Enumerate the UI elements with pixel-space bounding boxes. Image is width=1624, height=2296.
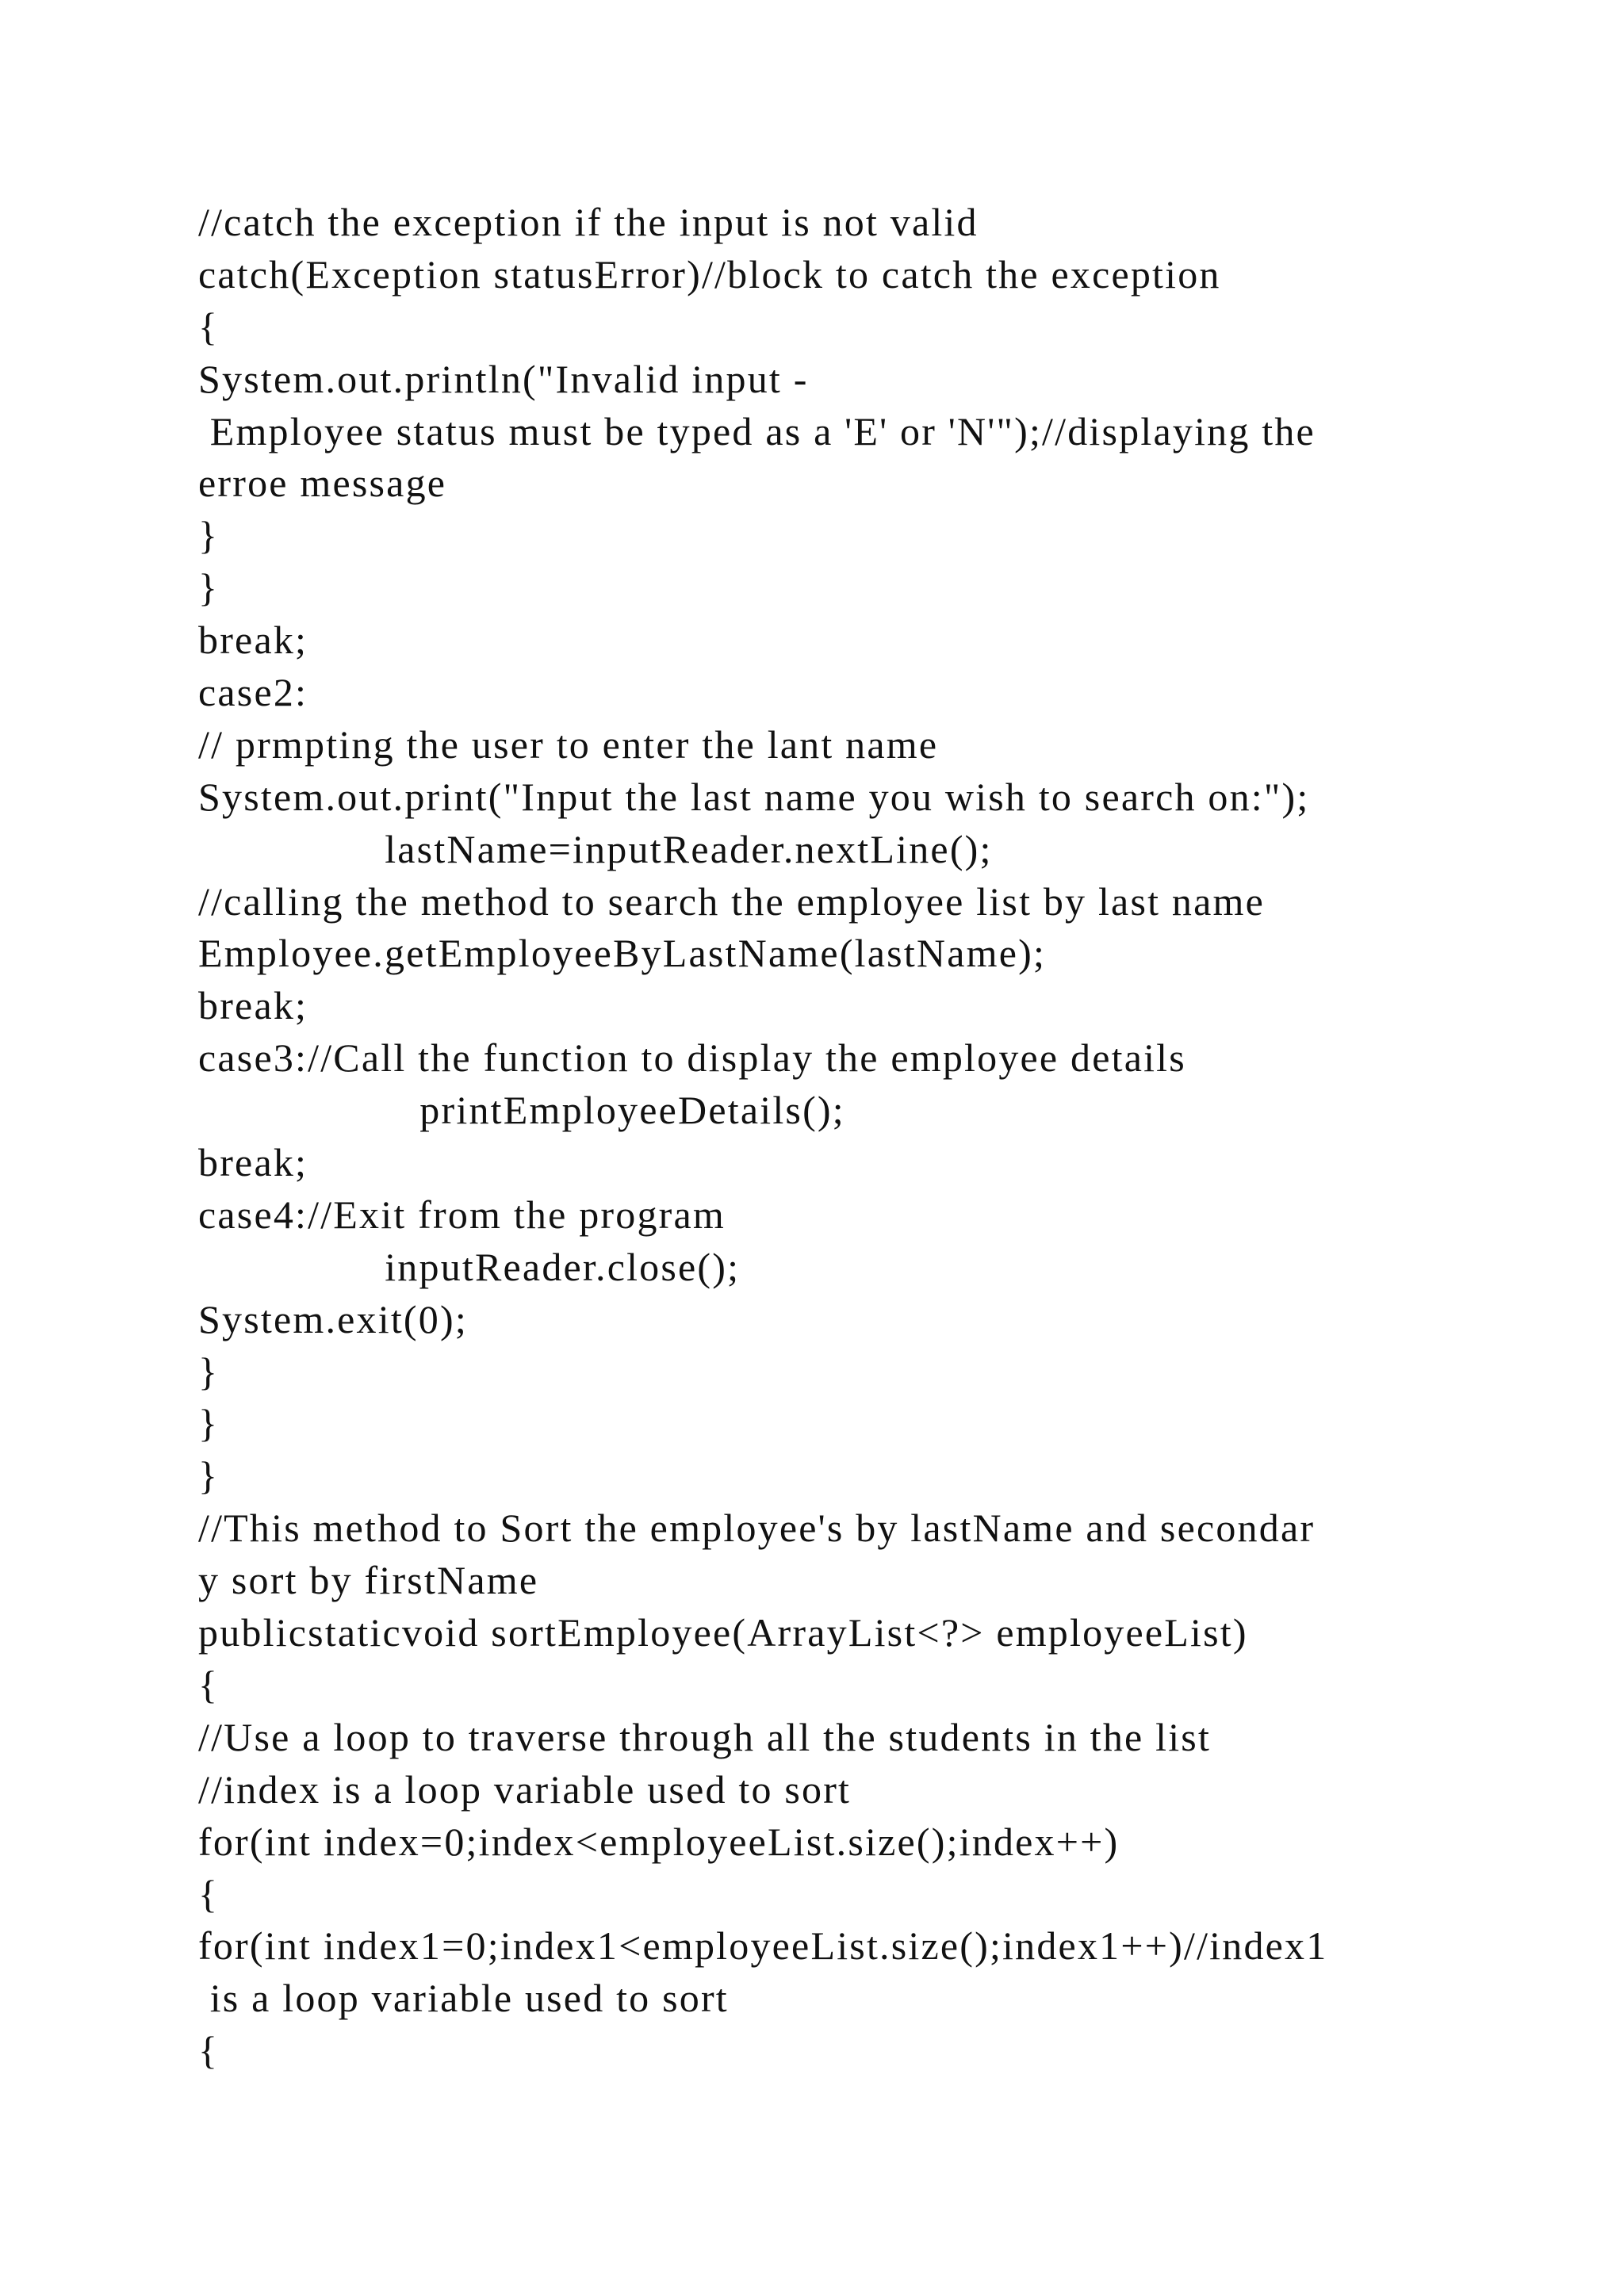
code-line: } [198, 1349, 220, 1394]
code-line: publicstaticvoid sortEmployee(ArrayList<?> employeeList) [198, 1610, 1248, 1655]
code-line: break; [198, 1140, 308, 1185]
code-line: case2: [198, 670, 308, 715]
code-line: System.exit(0); [198, 1296, 468, 1341]
code-line: System.out.println("Invalid input - [198, 356, 809, 401]
code-line: { [198, 2028, 220, 2073]
code-line: case3://Call the function to display the employee details [198, 1035, 1186, 1081]
code-line: } [198, 1453, 220, 1498]
code-line: is a loop variable used to sort [198, 1976, 729, 2021]
code-line: for(int index=0;index<employeeList.size();index++) [198, 1819, 1120, 1864]
code-line: //catch the exception if the input is not valid [198, 200, 979, 244]
code-line: // prmpting the user to enter the lant name [198, 721, 939, 767]
code-line: for(int index1=0;index1<employeeList.size();index1++)//index1 [198, 1923, 1328, 1969]
code-line: Employee.getEmployeeByLastName(lastName); [198, 931, 1047, 976]
code-line: case4://Exit from the program [198, 1192, 726, 1237]
code-line: System.out.print("Input the last name you wish to search on:"); [198, 774, 1310, 819]
code-line: Employee status must be typed as a 'E' or 'N'");//displaying the [198, 408, 1316, 453]
code-line: break; [198, 983, 308, 1028]
code-text-block [198, 197, 1594, 2077]
code-line: { [198, 1662, 220, 1707]
code-line: } [198, 513, 220, 558]
code-line: printEmployeeDetails(); [198, 1088, 845, 1133]
code-line: //This method to Sort the employee's by lastName and secondar [198, 1506, 1316, 1551]
code-line: break; [198, 618, 308, 663]
code-line: //Use a loop to traverse through all the students in the list [198, 1714, 1212, 1759]
code-line: //calling the method to search the employee list by last name [198, 878, 1265, 924]
code-line: catch(Exception statusError)//block to catch the exception [198, 251, 1221, 297]
code-line: lastName=inputReader.nextLine(); [198, 826, 993, 871]
code-line: y sort by firstName [198, 1558, 539, 1603]
code-line: { [198, 1871, 220, 1916]
code-line: } [198, 1401, 220, 1446]
code-line: { [198, 304, 220, 349]
code-line: } [198, 565, 220, 610]
code-line: //index is a loop variable used to sort [198, 1766, 852, 1812]
code-line: inputReader.close(); [198, 1244, 741, 1289]
code-line: erroe message [198, 461, 447, 506]
